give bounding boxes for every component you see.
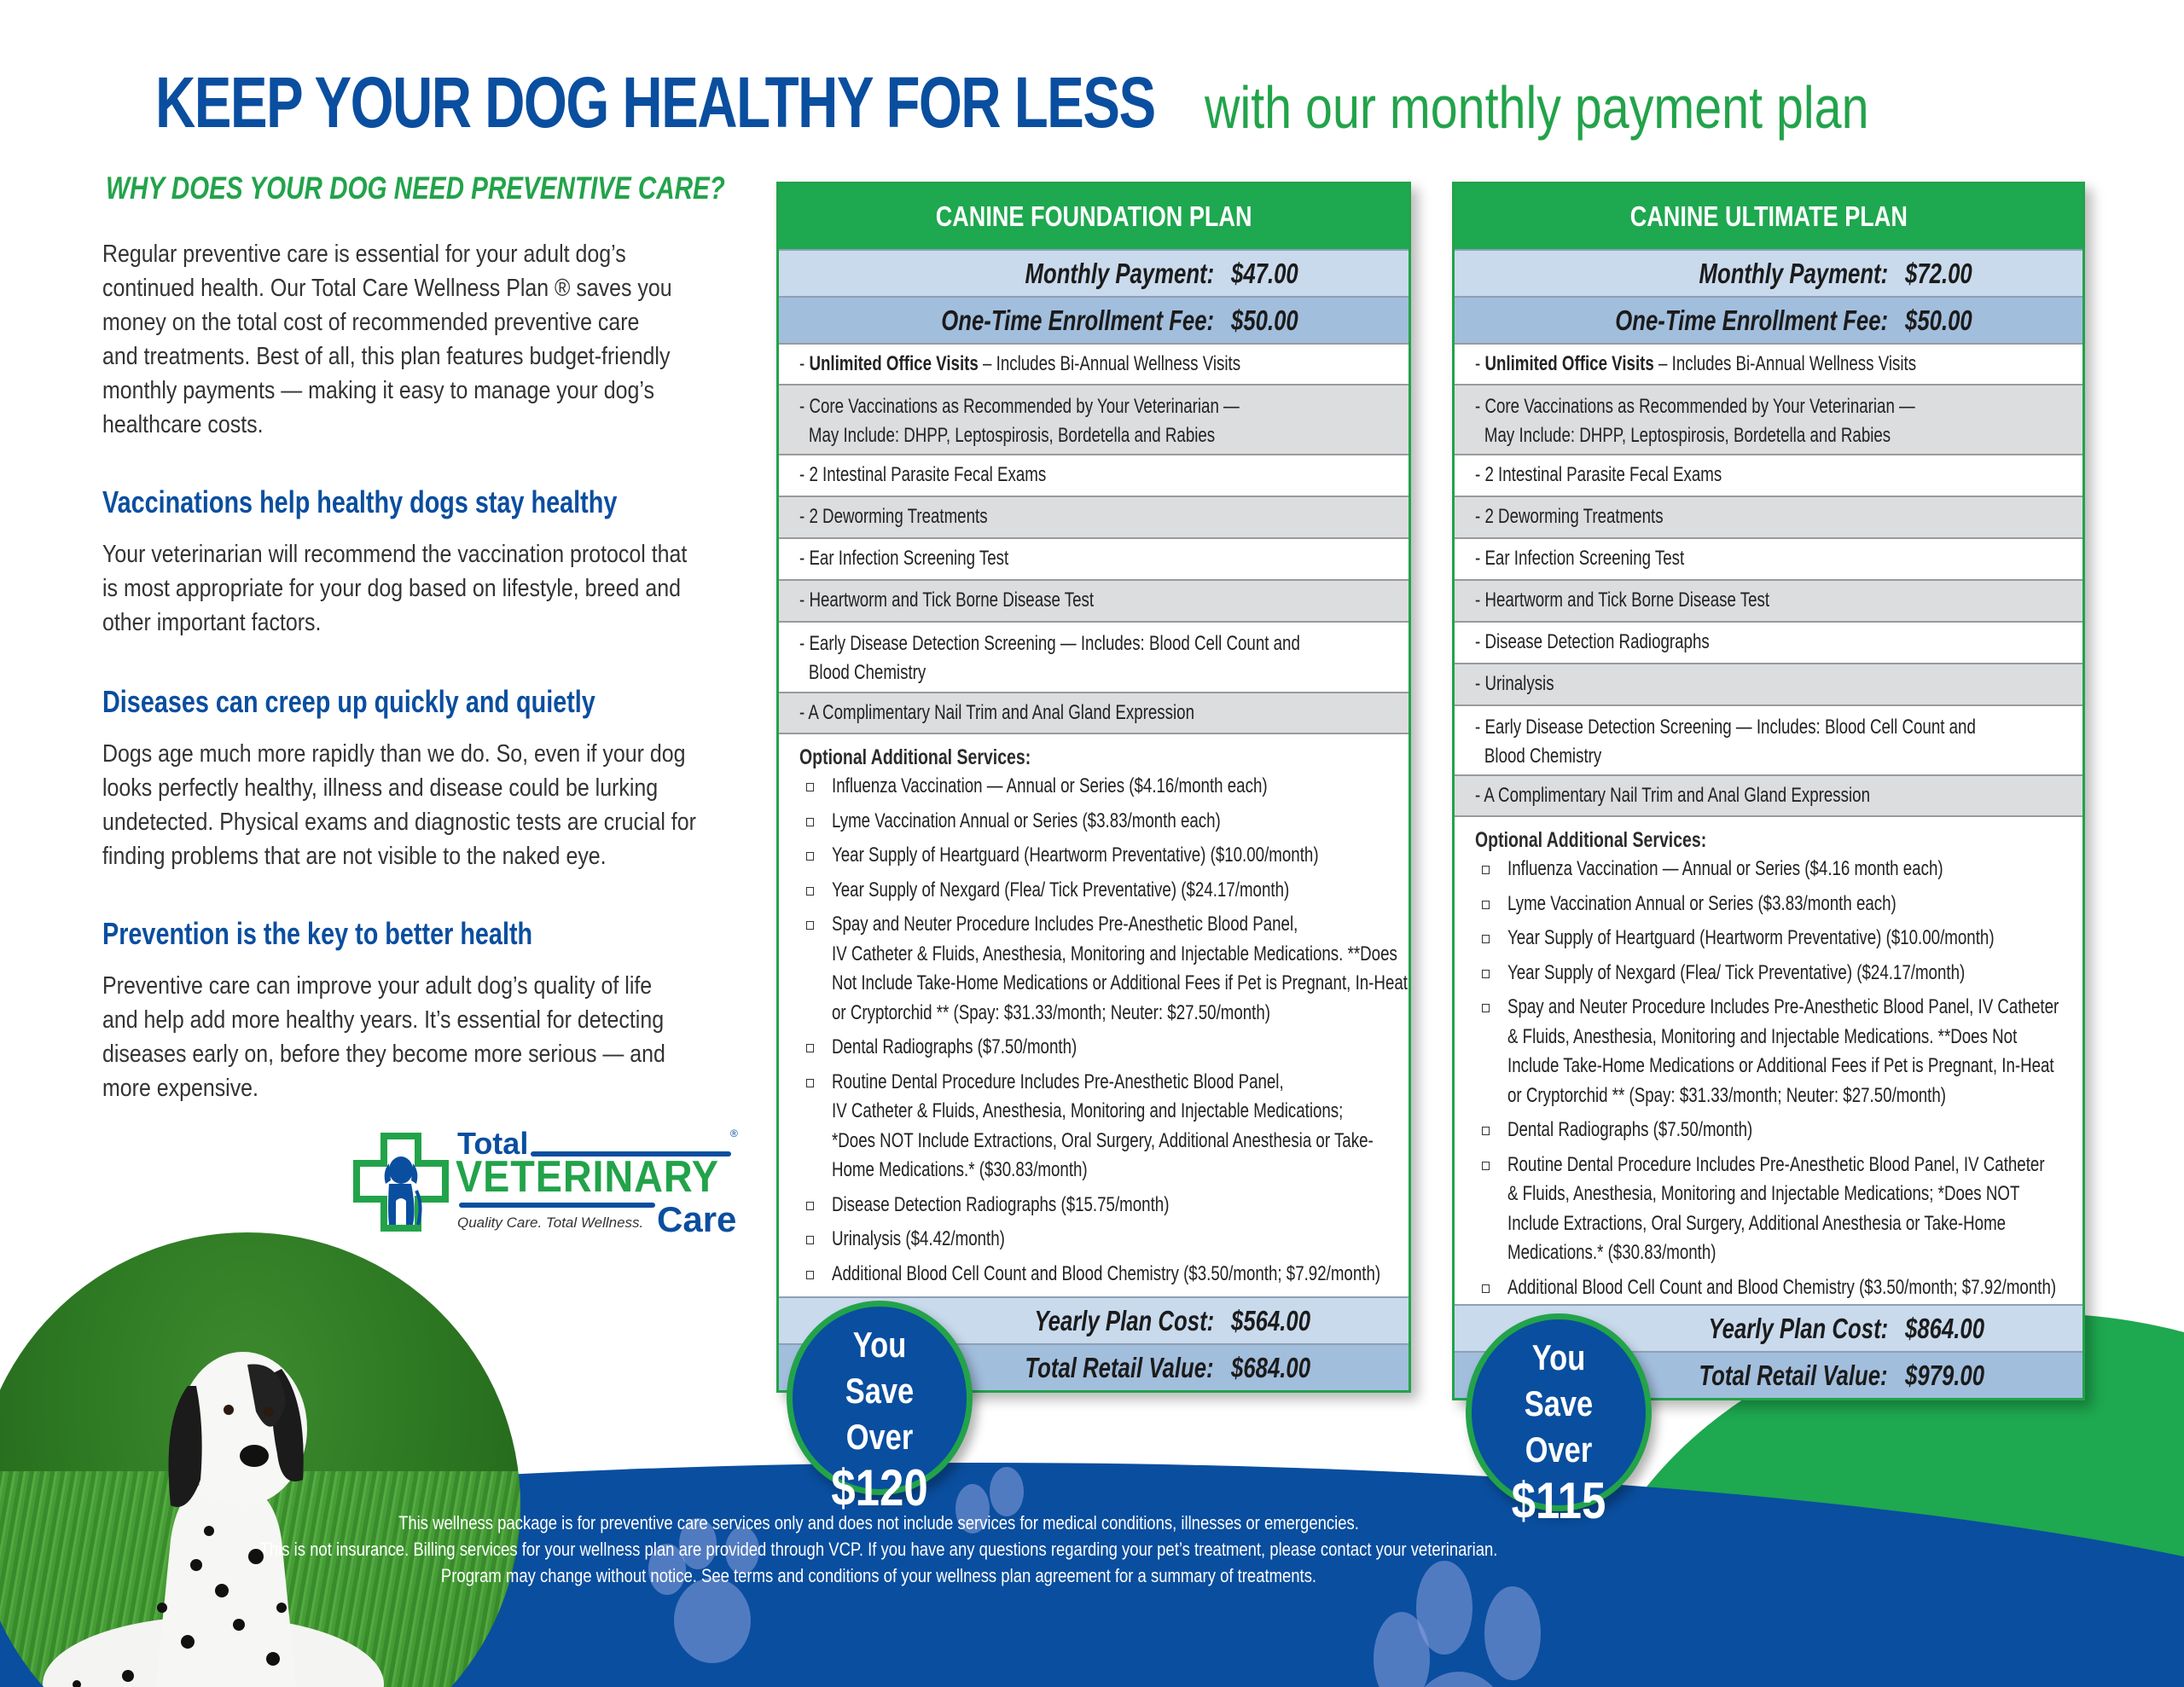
checkbox-icon[interactable] <box>806 1079 814 1087</box>
logo-veterinary: VETERINARY <box>456 1152 719 1202</box>
optional-item: Routine Dental Procedure Includes Pre-Anesthetic Blood Panel, IV Catheter & Fluids, Anesthesia, Monitoring and Injectable Medications; *Does NOT Include Extractions, Oral Surgery, Additional Anesthesia or Take-Home Medications.* ($30.83/month) <box>1475 1151 2074 1268</box>
included-item: - Unlimited Office Visits – Includes Bi-Annual Wellness Visits <box>1455 343 2082 384</box>
cross-with-dog-and-cat-icon <box>353 1133 449 1232</box>
optional-heading: Optional Additional Services: <box>1475 828 1707 852</box>
optional-item: Spay and Neuter Procedure Includes Pre-Anesthetic Blood Panel, IV Catheter & Fluids, Anesthesia, Monitoring and Injectable Medications. **Does Not Include Take-Home Medications or Additional Fees if Pet is Pregnant, In-Heat or Cryptorchid ** (Spay: $31.33/month; Neuter: $27.50/month) <box>799 910 1400 1028</box>
optional-item: Year Supply of Heartguard (Heartworm Preventative) ($10.00/month) <box>1475 924 2074 954</box>
included-item: - Disease Detection Radiographs <box>1455 621 2082 663</box>
section-paragraph-vaccinations: Your veterinarian will recommend the vaccination protocol that is most appropriate for your dog based on lifestyle, breed and other important factors. <box>102 541 688 636</box>
checkbox-icon[interactable] <box>806 783 814 791</box>
section-paragraph-diseases: Dogs age much more rapidly than we do. So, even if your dog looks perfectly healthy, illness and disease could be lurking undetected. Physical exams and diagnostic tests are crucial for finding problems that are not visible to the naked eye. <box>102 740 696 870</box>
why-heading: WHY DOES YOUR DOG NEED PREVENTIVE CARE? <box>106 171 725 206</box>
checkbox-icon[interactable] <box>1482 866 1490 874</box>
checkbox-icon[interactable] <box>806 1236 814 1244</box>
logo-registered: ® <box>730 1128 738 1139</box>
plan-card-ultimate <box>1452 182 2085 1400</box>
monthly-payment-row: Monthly Payment: $72.00 <box>1455 249 2082 296</box>
enrollment-fee-row: One-Time Enrollment Fee: $50.00 <box>1455 296 2082 343</box>
optional-item: Dental Radiographs ($7.50/month) <box>799 1033 1400 1063</box>
optional-item: Additional Blood Cell Count and Blood Chemistry ($3.50/month; $7.92/month) <box>1475 1273 2074 1303</box>
savings-badge-ultimate: You Save Over $115 <box>1466 1313 1652 1511</box>
checkbox-icon[interactable] <box>1482 1284 1490 1293</box>
footer-disclaimer: This wellness package is for preventive care services only and does not include services for medical conditions, illnesses or emergencies. This is not insurance. Billing services for your wellness plan are provided through VCP. If you have any questions regarding your pet’s treatment, please contact your veterinarian. Program may change without notice. See terms and conditions of your wellness plan agreement for a summary of treatments. <box>259 1512 1498 1586</box>
title-main: KEEP YOUR DOG HEALTHY FOR LESS <box>155 62 1155 142</box>
logo-rule <box>459 1203 655 1208</box>
optional-item: Urinalysis ($4.42/month) <box>799 1225 1400 1255</box>
included-item: - Early Disease Detection Screening — Includes: Blood Cell Count and Blood Chemistry <box>1455 704 2082 774</box>
title-sub: with our monthly payment plan <box>1205 74 1869 141</box>
checkbox-icon[interactable] <box>1482 1004 1490 1012</box>
logo-total: Total <box>457 1126 529 1161</box>
optional-item: Routine Dental Procedure Includes Pre-Anesthetic Blood Panel, IV Catheter & Fluids, Anesthesia, Monitoring and Injectable Medications; *Does NOT Include Extractions, Oral Surgery, Additional Anesthesia or Take- Home Medications.* ($30.83/month) <box>799 1068 1400 1186</box>
retail-value-row: Total Retail Value: $979.00 <box>1455 1351 2082 1398</box>
plan-title: CANINE ULTIMATE PLAN <box>1455 184 2082 249</box>
checkbox-icon[interactable] <box>1482 970 1490 978</box>
optional-item: Year Supply of Nexgard (Flea/ Tick Preventative) ($24.17/month) <box>799 876 1400 906</box>
included-item: - A Complimentary Nail Trim and Anal Gland Expression <box>1455 774 2082 815</box>
total-veterinary-care-logo <box>351 1126 738 1239</box>
optional-services <box>1455 815 2082 1304</box>
optional-item: Dental Radiographs ($7.50/month) <box>1475 1116 2074 1145</box>
savings-badge-foundation: You Save Over $120 <box>787 1301 973 1495</box>
logo-care: Care <box>657 1199 737 1239</box>
yearly-cost-row: Yearly Plan Cost: $564.00 <box>779 1296 1409 1343</box>
included-item: - 2 Deworming Treatments <box>779 496 1409 537</box>
section-heading-vaccinations: Vaccinations help healthy dogs stay healthy <box>102 484 618 519</box>
dalmatian-icon <box>26 1284 384 1687</box>
enrollment-fee-row: One-Time Enrollment Fee: $50.00 <box>779 296 1409 343</box>
included-item: - Ear Infection Screening Test <box>1455 537 2082 579</box>
optional-item: Year Supply of Nexgard (Flea/ Tick Preventative) ($24.17/month) <box>1475 959 2074 988</box>
included-item: - Urinalysis <box>1455 663 2082 704</box>
included-item: - Core Vaccinations as Recommended by Your Veterinarian — May Include: DHPP, Leptospirosis, Bordetella and Rabies <box>1455 384 2082 454</box>
included-item: - Heartworm and Tick Borne Disease Test <box>1455 579 2082 621</box>
optional-services <box>779 733 1409 1296</box>
section-heading-prevention: Prevention is the key to better health <box>102 916 533 951</box>
checkbox-icon[interactable] <box>1482 1162 1490 1170</box>
included-item: - Core Vaccinations as Recommended by Your Veterinarian — May Include: DHPP, Leptospirosis, Bordetella and Rabies <box>779 384 1409 454</box>
logo-tagline: Quality Care. Total Wellness. <box>457 1215 644 1231</box>
optional-item: Lyme Vaccination Annual or Series ($3.83/month each) <box>799 807 1400 837</box>
left-column <box>102 171 725 1105</box>
dalmatian-puppy-photo <box>0 1232 520 1687</box>
checkbox-icon[interactable] <box>806 818 814 826</box>
included-item: - A Complimentary Nail Trim and Anal Gland Expression <box>779 692 1409 733</box>
section-paragraph-prevention: Preventive care can improve your adult dog’s quality of life and help add more healthy years. It’s essential for detecting diseases early on, before they become more serious — and more expensive. <box>102 972 665 1102</box>
optional-item: Additional Blood Cell Count and Blood Chemistry ($3.50/month; $7.92/month) <box>799 1260 1400 1290</box>
optional-item: Influenza Vaccination — Annual or Series ($4.16/month each) <box>799 772 1400 802</box>
optional-item: Influenza Vaccination — Annual or Series ($4.16 month each) <box>1475 855 2074 884</box>
page-title <box>155 61 1869 144</box>
checkbox-icon[interactable] <box>806 921 814 930</box>
included-item: - 2 Intestinal Parasite Fecal Exams <box>1455 454 2082 496</box>
included-item: - Unlimited Office Visits – Includes Bi-Annual Wellness Visits <box>779 343 1409 384</box>
why-paragraph: Regular preventive care is essential for your adult dog’s continued health. Our Total Care Wellness Plan ® saves you money on the total cost of recommended preventive care and treatments. Best of all, this plan features budget-friendly monthly payments — making it easy to manage your dog’s healthcare costs. <box>102 241 672 438</box>
optional-item: Year Supply of Heartguard (Heartworm Preventative) ($10.00/month) <box>799 841 1400 871</box>
optional-item: Lyme Vaccination Annual or Series ($3.83/month each) <box>1475 890 2074 919</box>
included-item: - 2 Intestinal Parasite Fecal Exams <box>779 454 1409 496</box>
checkbox-icon[interactable] <box>1482 901 1490 909</box>
included-item: - 2 Deworming Treatments <box>1455 496 2082 537</box>
checkbox-icon[interactable] <box>806 1202 814 1210</box>
checkbox-icon[interactable] <box>1482 935 1490 943</box>
checkbox-icon[interactable] <box>806 887 814 896</box>
checkbox-icon[interactable] <box>806 1044 814 1052</box>
checkbox-icon[interactable] <box>1482 1127 1490 1135</box>
plan-card-foundation <box>776 182 1411 1393</box>
optional-item: Disease Detection Radiographs ($15.75/month) <box>799 1191 1400 1220</box>
included-item: - Early Disease Detection Screening — Includes: Blood Cell Count and Blood Chemistry <box>779 621 1409 692</box>
included-item: - Heartworm and Tick Borne Disease Test <box>779 579 1409 621</box>
yearly-cost-row: Yearly Plan Cost: $864.00 <box>1455 1304 2082 1351</box>
included-item: - Ear Infection Screening Test <box>779 537 1409 579</box>
section-heading-diseases: Diseases can creep up quickly and quietly <box>102 684 595 719</box>
optional-heading: Optional Additional Services: <box>799 745 1031 769</box>
checkbox-icon[interactable] <box>806 852 814 861</box>
retail-value-row: Total Retail Value: $684.00 <box>779 1343 1409 1390</box>
optional-item: Spay and Neuter Procedure Includes Pre-Anesthetic Blood Panel, IV Catheter & Fluids, Anesthesia, Monitoring and Injectable Medications. **Does Not Include Take-Home Medications or Additional Fees if Pet is Pregnant, In-Heat or Cryptorchid ** (Spay: $31.33/month; Neuter: $27.50/month) <box>1475 993 2074 1110</box>
monthly-payment-row: Monthly Payment: $47.00 <box>779 249 1409 296</box>
plan-title: CANINE FOUNDATION PLAN <box>779 184 1409 249</box>
checkbox-icon[interactable] <box>806 1271 814 1279</box>
